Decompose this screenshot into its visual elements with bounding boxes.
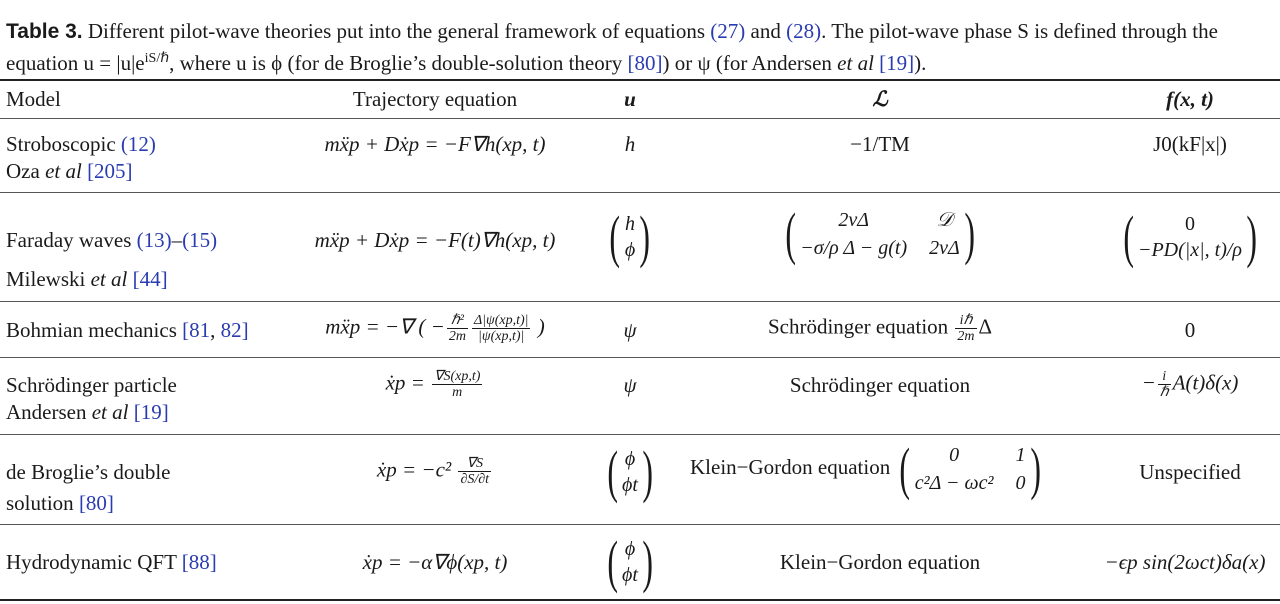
equation-ref-link[interactable]: (27) — [710, 19, 746, 43]
model-author: Oza et al [205] — [6, 159, 133, 183]
model-name: de Broglie’s double — [6, 460, 171, 484]
header-u: u — [624, 87, 636, 111]
row-rule — [0, 524, 1280, 525]
citation-link[interactable]: [80] — [78, 491, 114, 515]
citation-link[interactable]: [44] — [132, 267, 168, 291]
header-model: Model — [6, 87, 61, 111]
model-name-cont: solution [80] — [6, 491, 114, 515]
u-vector: ( ϕ ϕt ) — [607, 439, 653, 504]
table-row: Bohmian mechanics [81, 82] — [6, 318, 249, 342]
model-name: Faraday waves — [6, 228, 137, 252]
table-caption: Table 3. Different pilot-wave theories put into the general framework of equations (27) and (28). The pilot-wave phase S is defined through the equation $u = |u|e^{iS/\hbar}$, where u is ϕ (for de Broglie’s double-solution theory [80]) or ψ (for Andersen et al [19]). — [6, 19, 1218, 75]
model-name: Stroboscopic — [6, 132, 121, 156]
L-value: Klein−Gordon equation — [779, 550, 981, 574]
header-L: ℒ — [872, 87, 888, 111]
f-value: Unspecified — [1139, 460, 1241, 484]
L-value: Schrödinger equation $\frac{\text{iℏ}}{2m}$ Δ — [767, 313, 993, 344]
table-row — [6, 131, 156, 157]
model-author: Milewski et al [44] — [6, 267, 168, 291]
header-rule — [0, 118, 1280, 119]
citation-link[interactable]: [88] — [181, 550, 217, 574]
model-name: Hydrodynamic QFT — [6, 550, 182, 574]
caption-label: Table 3. — [6, 20, 83, 43]
header-f: f(x, t) — [1166, 87, 1214, 111]
L-value: Schrödinger equation — [789, 373, 971, 397]
f-value: − $\frac{i}{\text{ℏ}}$ A(t)δ(x) — [1141, 369, 1239, 400]
trajectory-equation: mẍp = −∇ ( − $\frac{\text{ℏ²}}{2m}$ $\frac{\Delta|\psi(xp,t)|}{|\psi(xp,t)|}$ ) — [325, 313, 545, 344]
table-row: Faraday waves (13)–(15) — [6, 228, 218, 252]
trajectory-equation: ẋp = $\frac{\nabla S(xp,t)}{m}$ — [385, 369, 481, 400]
table-row — [6, 459, 170, 485]
citation-link[interactable]: 82] — [220, 318, 249, 342]
trajectory-equation: ẋp = −α∇ϕ(xp, t) — [362, 550, 508, 574]
u-vector: ( h ϕ ) — [609, 204, 651, 269]
header-trajectory: Trajectory equation — [352, 87, 518, 111]
table-row — [6, 549, 217, 575]
citation-link[interactable]: [19] — [879, 51, 915, 75]
L-matrix: ( 2νΔ 𝒟 −σ/ρ Δ − g(t) 2νΔ ) — [785, 201, 975, 266]
trajectory-equation: mẍp + Dẋp = −F∇h(xp, t) — [324, 132, 546, 156]
row-rule — [0, 301, 1280, 302]
table-row — [6, 372, 177, 398]
equation-ref-link[interactable]: (12) — [120, 132, 156, 156]
u-value: ψ — [623, 318, 637, 342]
row-rule — [0, 434, 1280, 435]
equation-ref-link[interactable]: (28) — [786, 19, 822, 43]
f-value: −ϵp sin(2ωct)δa(x) — [1104, 550, 1266, 574]
equation-ref-link[interactable]: (13) — [136, 228, 172, 252]
L-value: −1/TM — [850, 132, 910, 156]
citation-link[interactable]: [19] — [133, 400, 169, 424]
u-value: h — [624, 132, 636, 156]
f-value: 0 — [1184, 318, 1196, 342]
citation-link[interactable]: [205] — [87, 159, 133, 183]
u-vector: ( ϕ ϕt ) — [607, 529, 653, 594]
trajectory-equation: mẍp + Dẋp = −F(t)∇h(xp, t) — [314, 228, 556, 252]
table-bottom-rule — [0, 599, 1280, 601]
row-rule — [0, 192, 1280, 193]
equation-ref-link[interactable]: (15) — [182, 228, 218, 252]
f-value: J0(kF|x|) — [1153, 132, 1227, 156]
table-top-rule — [0, 79, 1280, 81]
u-value: ψ — [623, 373, 637, 397]
model-name: Bohmian mechanics — [6, 318, 183, 342]
row-rule — [0, 357, 1280, 358]
model-name: Schrödinger particle — [6, 373, 177, 397]
citation-link[interactable]: [80] — [627, 51, 663, 75]
model-author: Andersen et al [19] — [6, 400, 169, 424]
citation-link[interactable]: [81 — [182, 318, 211, 342]
f-vector: ( 0 −PD(|x|, t)/ρ ) — [1122, 204, 1258, 269]
L-value: Klein−Gordon equation ( 0 1 c²Δ − ωc² 0 ) — [690, 436, 1041, 501]
trajectory-equation: ẋp = −c² $\frac{\nabla S}{\partial S/\partial t}$ — [376, 456, 490, 487]
